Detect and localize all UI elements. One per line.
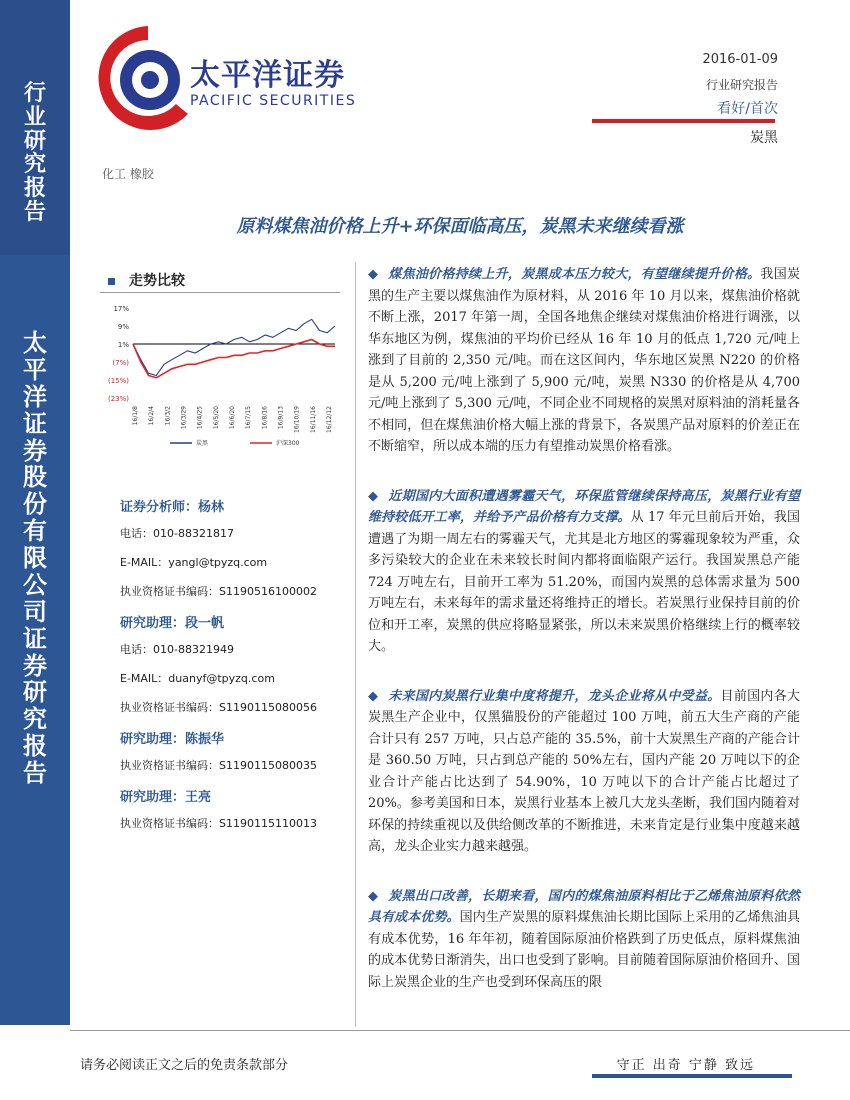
paragraph-heading: ◆ 炭黑出口改善，长期来看，国内的煤焦油原料相比于乙烯焦油原料依然具有成本优势。 — [368, 888, 800, 925]
report-date: 2016-01-09 — [702, 52, 778, 67]
x-tick-label: 16/6/20 — [229, 406, 236, 430]
analyst-list — [120, 496, 350, 844]
analyst-name: 研究助理：陈振华 — [120, 732, 225, 747]
sidebar-bottom-char: 究 — [23, 704, 47, 734]
legend-label: 沪深300 — [276, 440, 300, 447]
sidebar-bottom-char: 公 — [23, 569, 47, 599]
y-tick-label: 1% — [117, 341, 129, 349]
paragraph-heading: ◆ 煤焦油价格持续上升，炭黑成本压力较大，有望继续提升价格。 — [368, 267, 761, 282]
sidebar-bottom-char: 证 — [23, 623, 47, 653]
x-tick-label: 16/3/29 — [180, 406, 188, 430]
diamond-bullet-icon: ◆ — [368, 688, 379, 704]
sector-name: 炭黑 — [750, 130, 778, 146]
sidebar-bottom-char: 洋 — [23, 381, 47, 411]
column-divider — [355, 262, 356, 1027]
legend-label: 炭黑 — [196, 440, 209, 447]
diamond-bullet-icon: ◆ — [368, 888, 379, 904]
y-tick-label: (15%) — [107, 377, 129, 385]
sidebar-bottom-char: 股 — [23, 462, 47, 492]
x-tick-label: 16/3/2 — [164, 406, 172, 426]
trend-heading-text: 走势比较 — [129, 273, 185, 289]
x-tick-label: 16/10/19 — [293, 406, 301, 433]
x-tick-label: 16/9/13 — [277, 406, 285, 430]
paragraph-text: 目前国内各大炭黑生产企业中，仅黑猫股份的产能超过 100 万吨，前五大生产商的产能合计只有 257 万吨，只占总产能的 35.5%，前十大炭黑生产商的产能合计是 360.50 万吨，只占到总产能的 50%左右，国内产能 20 万吨以下的企业合计产能占比达到了 54.90%，10 万吨以下的合计产能占比超过了 20%。参考美国和日本，炭黑行业基本上被几大龙头垄断，我们国内随着对环保的持续重视以及供给侧改革的不断推进，未来肯定是行业集中度越来越高，龙头企业实力越来越强。 — [368, 688, 800, 854]
footer-disclaimer: 请务必阅读正文之后的免责条款部分 — [80, 1058, 289, 1073]
trend-chart — [100, 300, 345, 455]
sidebar-top-char: 行 — [23, 80, 46, 106]
sidebar-bottom-char: 平 — [23, 354, 47, 384]
trend-heading — [108, 270, 185, 290]
body-paragraph — [368, 886, 800, 994]
analyst-name: 研究助理：王亮 — [120, 790, 212, 805]
x-tick-label: 16/7/15 — [245, 406, 253, 430]
sidebar-bottom-char: 券 — [23, 650, 47, 680]
rating: 看好/首次 — [717, 101, 778, 117]
y-tick-label: 17% — [113, 305, 129, 313]
paragraph-text: 国内生产炭黑的原料煤焦油长期比国际上采用的乙烯焦油具有成本优势，16 年年初，随着国际原油价格跌到了历史低点，原料煤焦油的成本优势日渐消失，出口也受到了影响。目前随着国际原油价格回升、国际上炭黑企业的生产也受到环保高压的限 — [368, 910, 800, 990]
sidebar-bottom-char: 有 — [23, 516, 47, 546]
paragraph-text: 从 17 年元旦前后开始，我国遭遇了为期一周左右的雾霾天气，尤其是北方地区的雾霾现象较为严重，众多污染较大的企业在未来较长时间内都将面临限产运行。我国炭黑总产能 724 万吨左右，目前开工率为 51.20%，而国内炭黑的总体需求量为 500 万吨左右，未来每年的需求量还将维持正的增长。若炭黑行业保持目前的价位和开工率，炭黑的供应将略显紧张，所以未来炭黑价格继续上行的概率较大。 — [368, 510, 800, 654]
sidebar-bottom-char: 证 — [23, 408, 47, 438]
x-tick-label: 16/5/20 — [212, 406, 220, 430]
report-title: 原料煤焦油价格上升+环保面临高压，炭黑未来继续看涨 — [236, 216, 684, 237]
logo-mark-icon — [88, 18, 198, 138]
analyst-name: 研究助理：段一帆 — [120, 616, 225, 631]
square-bullet-icon — [108, 278, 115, 285]
sidebar-report-type-label — [0, 82, 70, 225]
sidebar-bottom-char: 报 — [23, 731, 47, 761]
footer-motto: 守正 出奇 宁静 致远 — [616, 1058, 755, 1073]
trend-heading-rule — [100, 292, 340, 293]
x-tick-label: 16/11/16 — [309, 406, 317, 433]
paragraph-heading: ◆ 近期国内大面积遭遇雾霾天气，环保监管继续保持高压，炭黑行业有望维持较低开工率，并给予产品价格有力支撑。 — [368, 488, 800, 525]
header-red-rule — [592, 119, 775, 123]
series-line — [133, 340, 335, 378]
paragraph-text: 我国炭黑的生产主要以煤焦油作为原材料，从 2016 年 10 月以来，煤焦油价格就不断上涨，2017 年第一周，全国各地焦企继续对煤焦油价格进行调涨，以华东地区为例，煤焦油的平均价已经从 16 年 10 月的低点 1,720 元/吨上涨到了目前的 2,350 元/吨。而在这区间内，华东地区炭黑 N220 的价格是从 5,200 元/吨上涨到了 5,900 元/吨，炭黑 N330 的价格是从 4,700 元/吨上涨到了 5,300 元/吨，不同企业不同规格的炭黑对原料油的消耗量各不相同，但在煤焦油价格大幅上涨的背景下，各炭黑产品对原料的价差正在不断缩窄，所以成本端的压力有望推动炭黑价格看涨。 — [368, 267, 800, 454]
sidebar-top-char: 报 — [23, 175, 46, 201]
y-tick-label: (23%) — [107, 395, 129, 403]
logo-name-en: PACIFIC SECURITIES — [190, 93, 357, 109]
logo-name-cn: 太平洋证券 — [190, 58, 345, 93]
trend-chart-svg — [100, 300, 345, 455]
x-tick-label: 16/4/25 — [196, 406, 204, 430]
sidebar-bottom-char: 告 — [23, 758, 47, 787]
sidebar-bottom-char: 限 — [23, 543, 47, 572]
x-tick-label: 16/8/16 — [261, 406, 269, 430]
analyst-contact-line: E-MAIL：yangl@tpyzq.com — [120, 556, 268, 569]
sidebar-bottom-char: 券 — [23, 435, 47, 465]
sidebar-bottom-char: 司 — [23, 596, 47, 626]
industry-tags: 化工 橡胶 — [102, 167, 154, 181]
x-tick-label: 16/1/8 — [132, 406, 139, 426]
analyst-name: 证券分析师：杨林 — [120, 500, 225, 515]
sidebar-bottom-char: 份 — [23, 489, 47, 519]
analyst-contact-line: E-MAIL：duanyf@tpyzq.com — [120, 672, 275, 685]
x-tick-label: 16/2/4 — [148, 406, 156, 426]
sidebar-top-char: 告 — [23, 198, 46, 225]
diamond-bullet-icon: ◆ — [368, 267, 379, 282]
analyst-contact-line: 执业资格证书编码：S1190115080056 — [120, 701, 317, 714]
y-tick-label: (7%) — [112, 359, 129, 367]
sidebar-top-char: 究 — [23, 151, 46, 178]
diamond-bullet-icon: ◆ — [368, 488, 379, 504]
report-body — [368, 264, 800, 1021]
x-tick-label: 16/12/12 — [326, 406, 333, 433]
footer-blue-bar — [592, 1074, 792, 1078]
left-sidebar — [0, 0, 70, 1100]
paragraph-heading: ◆ 未来国内炭黑行业集中度将提升，龙头企业将从中受益。 — [368, 688, 721, 704]
analyst-contact-line: 执业资格证书编码：S1190115080035 — [120, 759, 317, 772]
analyst-contact-line: 电话：010-88321817 — [120, 527, 234, 540]
sidebar-top-char: 业 — [23, 103, 46, 130]
sidebar-bottom-char: 太 — [23, 328, 47, 357]
analyst-contact-line: 执业资格证书编码：S1190115110013 — [120, 817, 317, 830]
body-paragraph — [368, 264, 800, 458]
sidebar-top-char: 研 — [23, 127, 46, 154]
report-type: 行业研究报告 — [705, 78, 778, 92]
analyst-contact-line: 电话：010-88321949 — [120, 643, 234, 656]
analyst-contact-line: 执业资格证书编码：S1190516100002 — [120, 585, 317, 598]
footer-rule — [70, 1030, 850, 1031]
body-paragraph — [368, 486, 800, 658]
series-line — [133, 319, 335, 375]
sidebar-bottom-char: 研 — [23, 677, 47, 707]
body-paragraph — [368, 686, 800, 858]
y-tick-label: 9% — [117, 323, 129, 331]
sidebar-company-label — [0, 330, 70, 787]
